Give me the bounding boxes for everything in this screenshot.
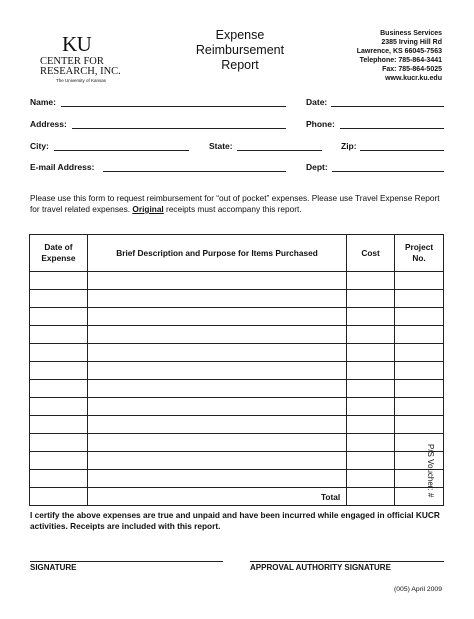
cell-date[interactable] xyxy=(30,380,88,398)
cell-project[interactable] xyxy=(395,380,444,398)
cell-date[interactable] xyxy=(30,344,88,362)
cell-cost[interactable] xyxy=(347,452,395,470)
table-row xyxy=(30,362,444,380)
cell-date[interactable] xyxy=(30,308,88,326)
cell-description[interactable] xyxy=(87,434,346,452)
table-row xyxy=(30,434,444,452)
total-blank xyxy=(30,488,88,506)
city-field[interactable] xyxy=(54,150,189,151)
cell-description[interactable] xyxy=(87,380,346,398)
header-project xyxy=(395,235,444,272)
cell-cost[interactable] xyxy=(347,470,395,488)
note-part-1: Please use this form to request reimbursement for “out of pocket” expenses. Please use Travel Expense Report for travel related expenses. xyxy=(30,193,440,214)
form-title-line-2: Reimbursement xyxy=(195,43,285,57)
phone-field[interactable] xyxy=(340,128,444,129)
table-row xyxy=(30,308,444,326)
cell-project[interactable] xyxy=(395,344,444,362)
cell-project[interactable] xyxy=(395,290,444,308)
cell-description[interactable] xyxy=(87,272,346,290)
cell-date[interactable] xyxy=(30,398,88,416)
table-header-row xyxy=(30,235,444,272)
zip-label: Zip: xyxy=(341,141,357,151)
total-label: Total xyxy=(87,488,346,506)
note-emphasis: Original xyxy=(132,204,164,214)
cell-project[interactable] xyxy=(395,272,444,290)
dept-label: Dept: xyxy=(306,162,328,172)
cell-project[interactable] xyxy=(395,434,444,452)
logo-line-1: CENTER FOR xyxy=(40,56,104,67)
approval-signature-label: APPROVAL AUTHORITY SIGNATURE xyxy=(250,563,391,572)
cell-project[interactable] xyxy=(395,308,444,326)
cell-cost[interactable] xyxy=(347,290,395,308)
voucher-label: P/S Voucher: # xyxy=(426,444,435,498)
total-cost[interactable] xyxy=(347,488,395,506)
table-row xyxy=(30,398,444,416)
cell-cost[interactable] xyxy=(347,344,395,362)
cell-description[interactable] xyxy=(87,290,346,308)
header-cost: Cost xyxy=(347,235,395,272)
state-label: State: xyxy=(209,141,233,151)
certification-text: I certify the above expenses are true and unpaid and have been incurred while engaged in official KUCR activities. Receipts are included with this report. xyxy=(30,510,440,531)
business-web: www.kucr.ku.edu xyxy=(385,75,442,82)
date-label: Date: xyxy=(306,97,328,107)
email-field[interactable] xyxy=(103,171,286,172)
header-date-line-1: Date of xyxy=(44,242,73,252)
cell-description[interactable] xyxy=(87,308,346,326)
logo-tagline: The University of Kansas xyxy=(56,78,107,83)
cell-cost[interactable] xyxy=(347,326,395,344)
form-version: (005) April 2009 xyxy=(394,586,442,593)
table-row xyxy=(30,380,444,398)
email-label: E-mail Address: xyxy=(30,162,95,172)
form-title xyxy=(185,28,295,73)
business-info xyxy=(340,29,442,83)
cell-date[interactable] xyxy=(30,290,88,308)
signature-line[interactable] xyxy=(30,561,223,562)
city-label: City: xyxy=(30,141,49,151)
form-title-line-1: Expense xyxy=(215,28,265,42)
cell-project[interactable] xyxy=(395,362,444,380)
cell-project[interactable] xyxy=(395,470,444,488)
ku-logo: KU xyxy=(62,32,92,56)
cell-cost[interactable] xyxy=(347,380,395,398)
business-name: Business Services xyxy=(380,30,442,37)
cell-cost[interactable] xyxy=(347,398,395,416)
name-label: Name: xyxy=(30,97,56,107)
header-project-line-2: No. xyxy=(412,253,426,263)
cell-description[interactable] xyxy=(87,326,346,344)
cell-description[interactable] xyxy=(87,470,346,488)
table-row xyxy=(30,470,444,488)
header-description: Brief Description and Purpose for Items Purchased xyxy=(87,235,346,272)
total-row xyxy=(30,488,444,506)
cell-description[interactable] xyxy=(87,398,346,416)
business-address-2: Lawrence, KS 66045-7563 xyxy=(356,48,442,55)
table-row xyxy=(30,452,444,470)
instructions-note xyxy=(30,193,450,215)
total-project xyxy=(395,488,444,506)
header-project-line-1: Project xyxy=(404,242,434,252)
cell-cost[interactable] xyxy=(347,272,395,290)
cell-date[interactable] xyxy=(30,452,88,470)
approval-signature-line[interactable] xyxy=(250,561,444,562)
state-field[interactable] xyxy=(237,150,322,151)
business-telephone: Telephone: 785-864-3441 xyxy=(359,57,442,64)
cell-cost[interactable] xyxy=(347,362,395,380)
date-field[interactable] xyxy=(331,106,444,107)
cell-project[interactable] xyxy=(395,326,444,344)
header-date xyxy=(30,235,88,272)
header-date-line-2: Expense xyxy=(41,253,76,263)
cell-date[interactable] xyxy=(30,434,88,452)
zip-field[interactable] xyxy=(360,150,444,151)
cell-date[interactable] xyxy=(30,416,88,434)
cell-cost[interactable] xyxy=(347,434,395,452)
table-row xyxy=(30,416,444,434)
form-title-line-3: Report xyxy=(221,58,259,72)
cell-description[interactable] xyxy=(87,452,346,470)
dept-field[interactable] xyxy=(332,171,444,172)
cell-project[interactable] xyxy=(395,416,444,434)
business-address-1: 2385 Irving Hill Rd xyxy=(381,39,442,46)
logo-line-2: RESEARCH, INC. xyxy=(40,66,121,77)
business-fax: Fax: 785-864-5025 xyxy=(382,66,442,73)
phone-label: Phone: xyxy=(306,119,335,129)
table-row xyxy=(30,344,444,362)
cell-description[interactable] xyxy=(87,362,346,380)
table-row xyxy=(30,326,444,344)
cell-date[interactable] xyxy=(30,362,88,380)
cell-project[interactable] xyxy=(395,452,444,470)
expense-table xyxy=(29,234,444,506)
cell-cost[interactable] xyxy=(347,416,395,434)
cell-project[interactable] xyxy=(395,398,444,416)
expense-table-body xyxy=(30,272,444,506)
address-label: Address: xyxy=(30,119,67,129)
cell-description[interactable] xyxy=(87,344,346,362)
address-field[interactable] xyxy=(72,128,286,129)
cell-cost[interactable] xyxy=(347,308,395,326)
table-row xyxy=(30,290,444,308)
cell-description[interactable] xyxy=(87,416,346,434)
name-field[interactable] xyxy=(61,106,286,107)
signature-label: SIGNATURE xyxy=(30,563,77,572)
cell-date[interactable] xyxy=(30,272,88,290)
table-row xyxy=(30,272,444,290)
cell-date[interactable] xyxy=(30,470,88,488)
note-part-2: receipts must accompany this report. xyxy=(163,204,302,214)
cell-date[interactable] xyxy=(30,326,88,344)
